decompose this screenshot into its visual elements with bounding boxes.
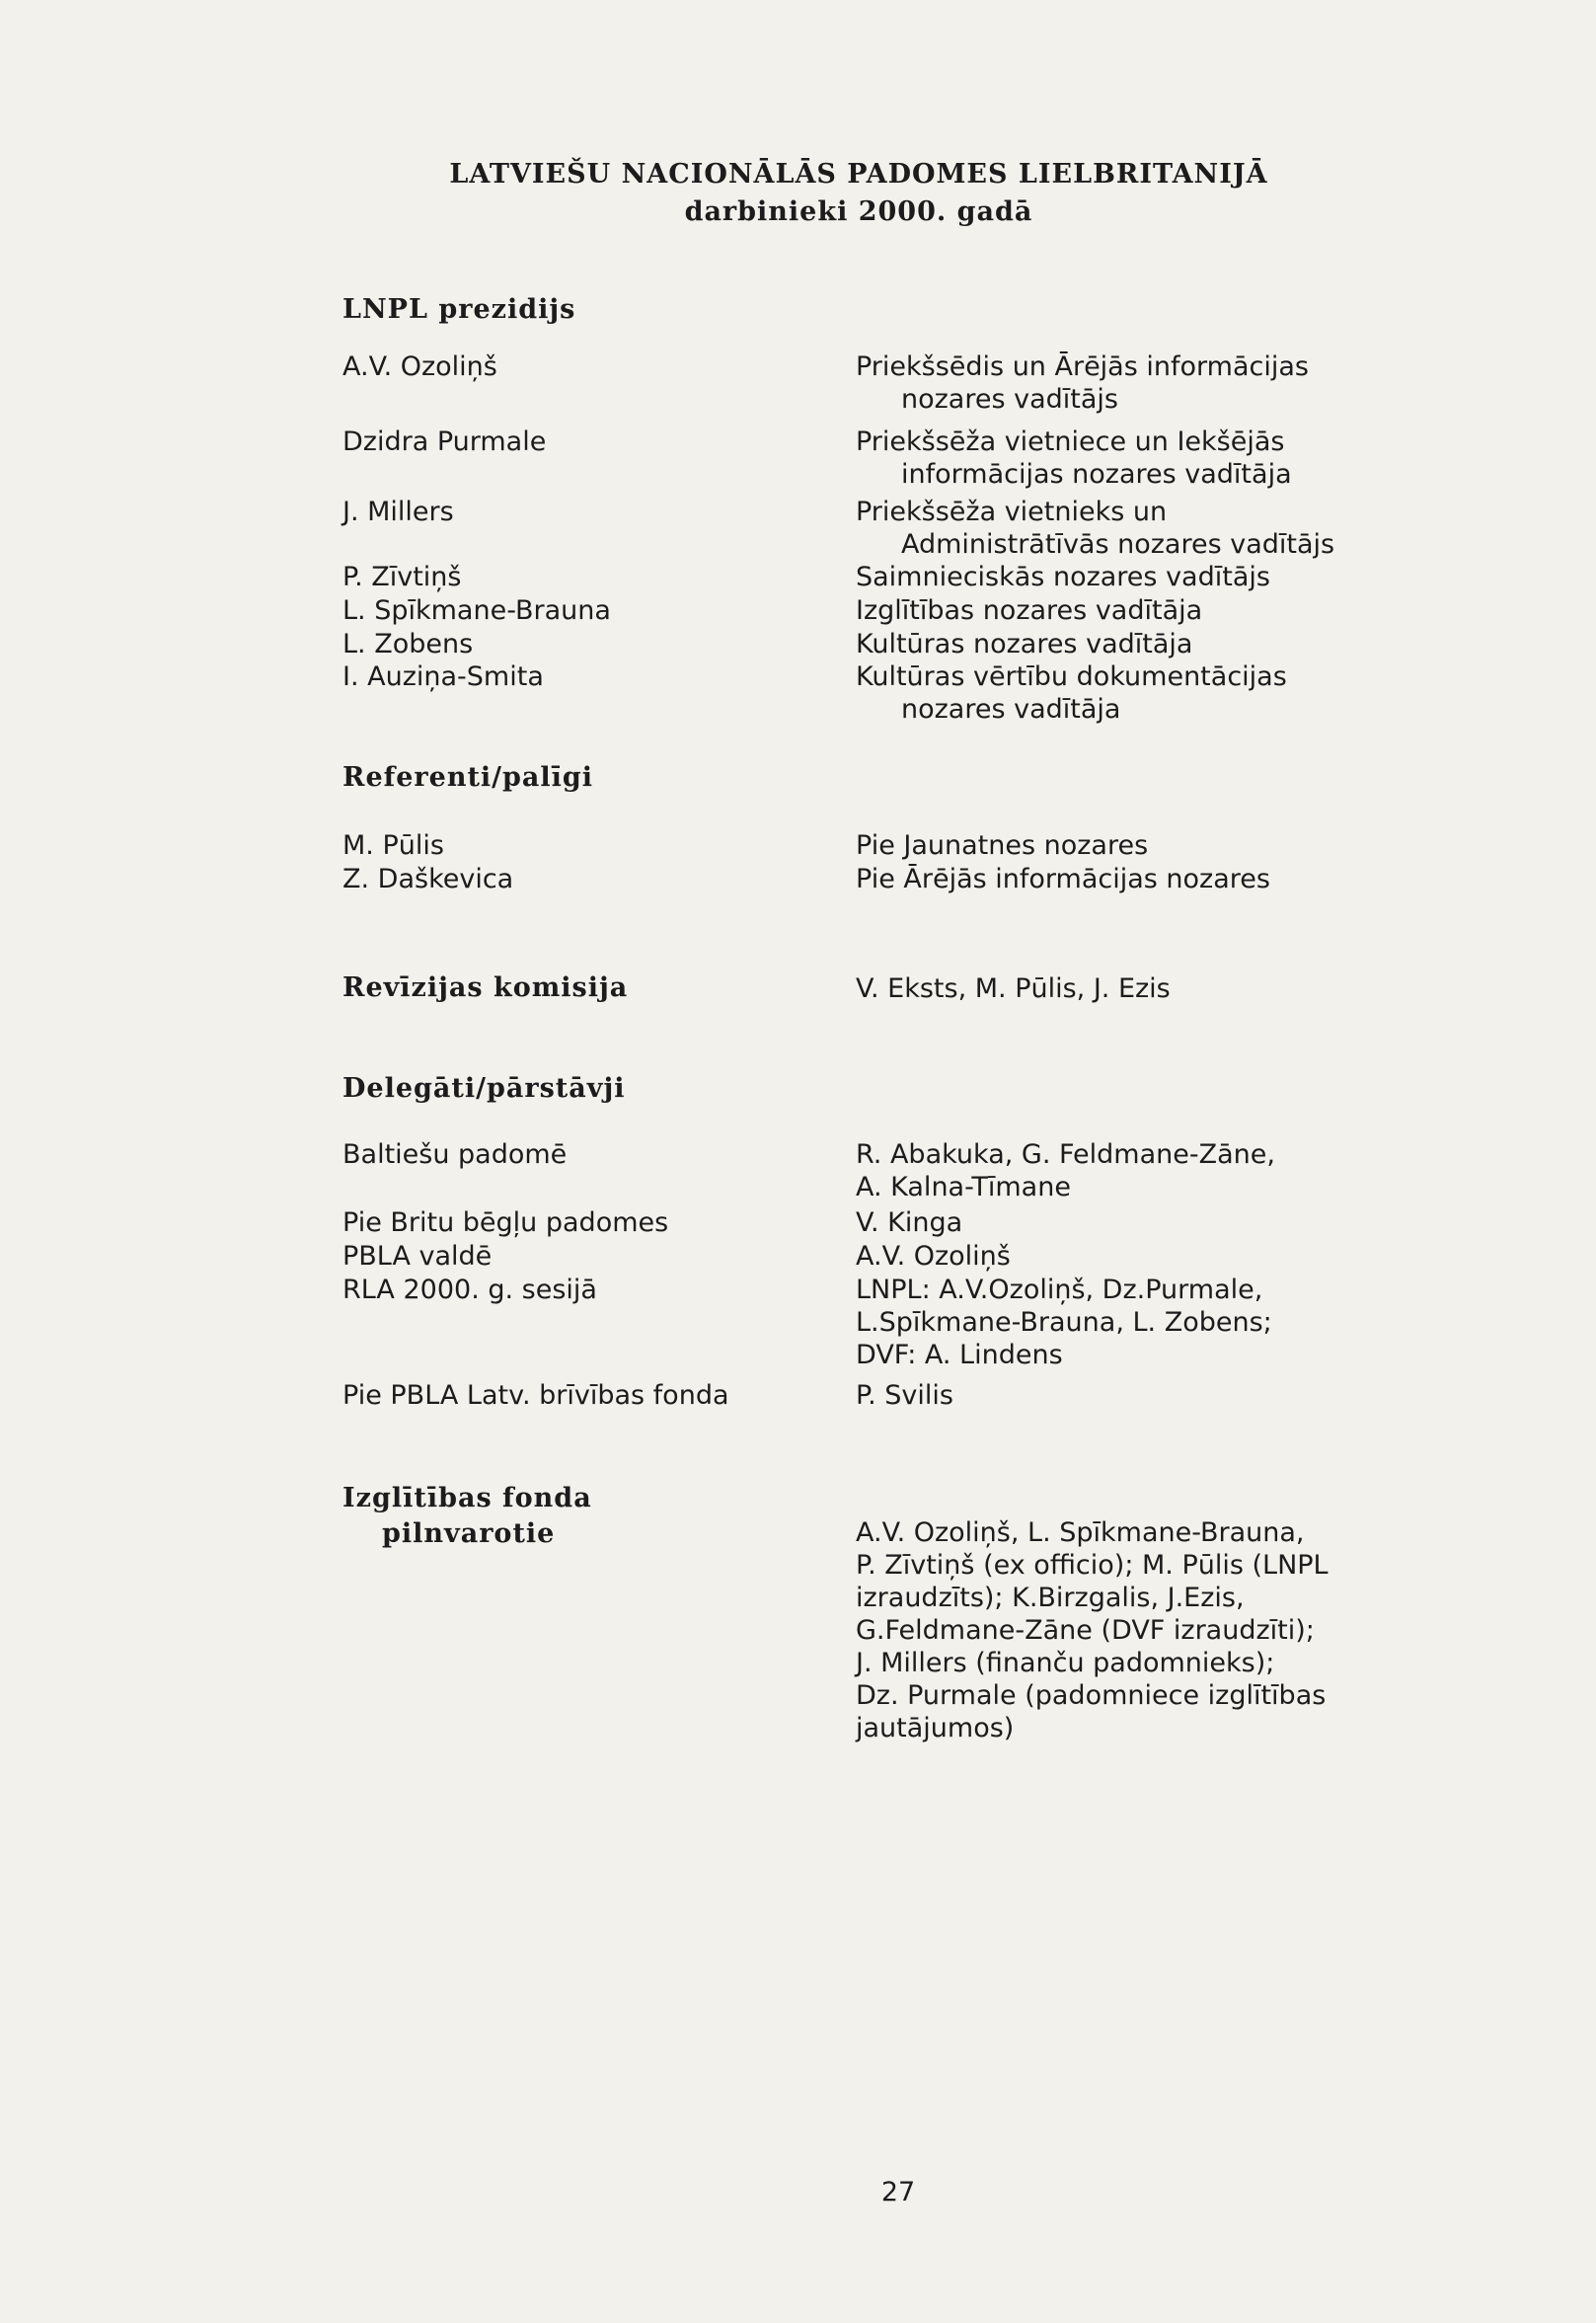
referents-heading: Referenti/palīgi — [342, 762, 594, 793]
member-line: A.V. Ozoliņš, L. Spīkmane-Brauna, — [856, 1517, 1305, 1548]
member-name: P. Zīvtiņš — [342, 562, 462, 592]
role-line: DVF: A. Lindens — [856, 1340, 1063, 1370]
role-line: Priekšsēža vietnieks un — [856, 497, 1168, 527]
member-role — [856, 829, 1418, 862]
delegation-name: Pie PBLA Latv. brīvības fonda — [342, 1380, 729, 1411]
page-number: 27 — [880, 2177, 916, 2207]
member-line: izraudzīts); K.Birzgalis, J.Ezis, — [856, 1583, 1245, 1613]
member-role — [856, 426, 1418, 491]
member-role — [856, 350, 1418, 416]
delegation-name: Baltiešu padomē — [342, 1139, 568, 1170]
member-line: J. Millers (finanču padomnieks); — [856, 1648, 1275, 1678]
member-line: G.Feldmane-Zāne (DVF izraudzīti); — [856, 1615, 1315, 1646]
audit-heading: Revīzijas komisija — [342, 972, 629, 1003]
member-name: L. Spīkmane-Brauna — [342, 595, 611, 626]
role-line: Kultūras vērtību dokumentācijas — [856, 661, 1287, 692]
heading-line: pilnvarotie — [382, 1518, 556, 1549]
education-fund-members — [856, 1516, 1418, 1744]
role-line: Priekšsēdis un Ārējās informācijas — [856, 351, 1309, 382]
member-name: I. Auziņa-Smita — [342, 661, 544, 692]
member-role — [856, 660, 1418, 726]
delegation-name: PBLA valdē — [342, 1241, 493, 1272]
heading-line: Izglītības fonda — [342, 1483, 592, 1513]
member-line: jautājumos) — [856, 1713, 1015, 1743]
role-line: V. Kinga — [856, 1207, 963, 1238]
title-line-2: darbinieki 2000. gadā — [684, 196, 1033, 227]
member-line: P. Zīvtiņš (ex officio); M. Pūlis (LNPL — [856, 1550, 1329, 1581]
role-line: P. Svilis — [856, 1380, 953, 1411]
role-line: Pie Ārējās informācijas nozares — [856, 864, 1270, 894]
role-line: Administrātīvās nozares vadītājs — [901, 529, 1335, 560]
role-line: nozares vadītājs — [901, 384, 1118, 415]
presidium-heading: LNPL prezidijs — [342, 294, 576, 325]
delegation-members — [856, 1274, 1418, 1371]
member-name: M. Pūlis — [342, 830, 444, 861]
role-line: Saimnieciskās nozares vadītājs — [856, 562, 1270, 592]
role-line: informācijas nozares vadītāja — [901, 459, 1292, 490]
audit-members — [856, 972, 1418, 1005]
member-name: L. Zobens — [342, 629, 474, 659]
member-name: Dzidra Purmale — [342, 426, 547, 457]
delegation-members — [856, 1138, 1418, 1203]
member-role — [856, 594, 1418, 627]
role-line: Izglītības nozares vadītāja — [856, 595, 1203, 626]
page-title — [400, 156, 1318, 231]
role-line: nozares vadītāja — [901, 694, 1121, 725]
role-line: Kultūras nozares vadītāja — [856, 629, 1193, 659]
member-name: A.V. Ozoliņš — [342, 351, 497, 382]
title-line-1: LATVIEŠU NACIONĀLĀS PADOMES LIELBRITANIJĀ — [449, 159, 1268, 190]
member-role — [856, 863, 1418, 895]
delegation-members — [856, 1379, 1418, 1412]
role-line: R. Abakuka, G. Feldmane-Zāne, — [856, 1139, 1275, 1170]
education-fund-heading — [342, 1481, 592, 1552]
role-line: Pie Jaunatnes nozares — [856, 830, 1149, 861]
member-role — [856, 628, 1418, 660]
role-line: Priekšsēža vietniece un Iekšējās — [856, 426, 1285, 457]
role-line: LNPL: A.V.Ozoliņš, Dz.Purmale, — [856, 1275, 1263, 1305]
member-role — [856, 561, 1418, 593]
delegation-name: Pie Britu bēgļu padomes — [342, 1207, 669, 1238]
delegates-heading: Delegāti/pārstāvji — [342, 1073, 626, 1104]
role-line: V. Eksts, M. Pūlis, J. Ezis — [856, 973, 1171, 1004]
role-line: A.V. Ozoliņš — [856, 1241, 1011, 1272]
role-line: L.Spīkmane-Brauna, L. Zobens; — [856, 1307, 1272, 1338]
delegation-members — [856, 1206, 1418, 1239]
member-name: J. Millers — [342, 497, 454, 527]
role-line: A. Kalna-Tīmane — [856, 1172, 1071, 1202]
member-name: Z. Daškevica — [342, 864, 514, 894]
delegation-members — [856, 1240, 1418, 1273]
member-line: Dz. Purmale (padomniece izglītības — [856, 1680, 1327, 1711]
delegation-name: RLA 2000. g. sesijā — [342, 1275, 597, 1305]
member-role — [856, 496, 1418, 561]
